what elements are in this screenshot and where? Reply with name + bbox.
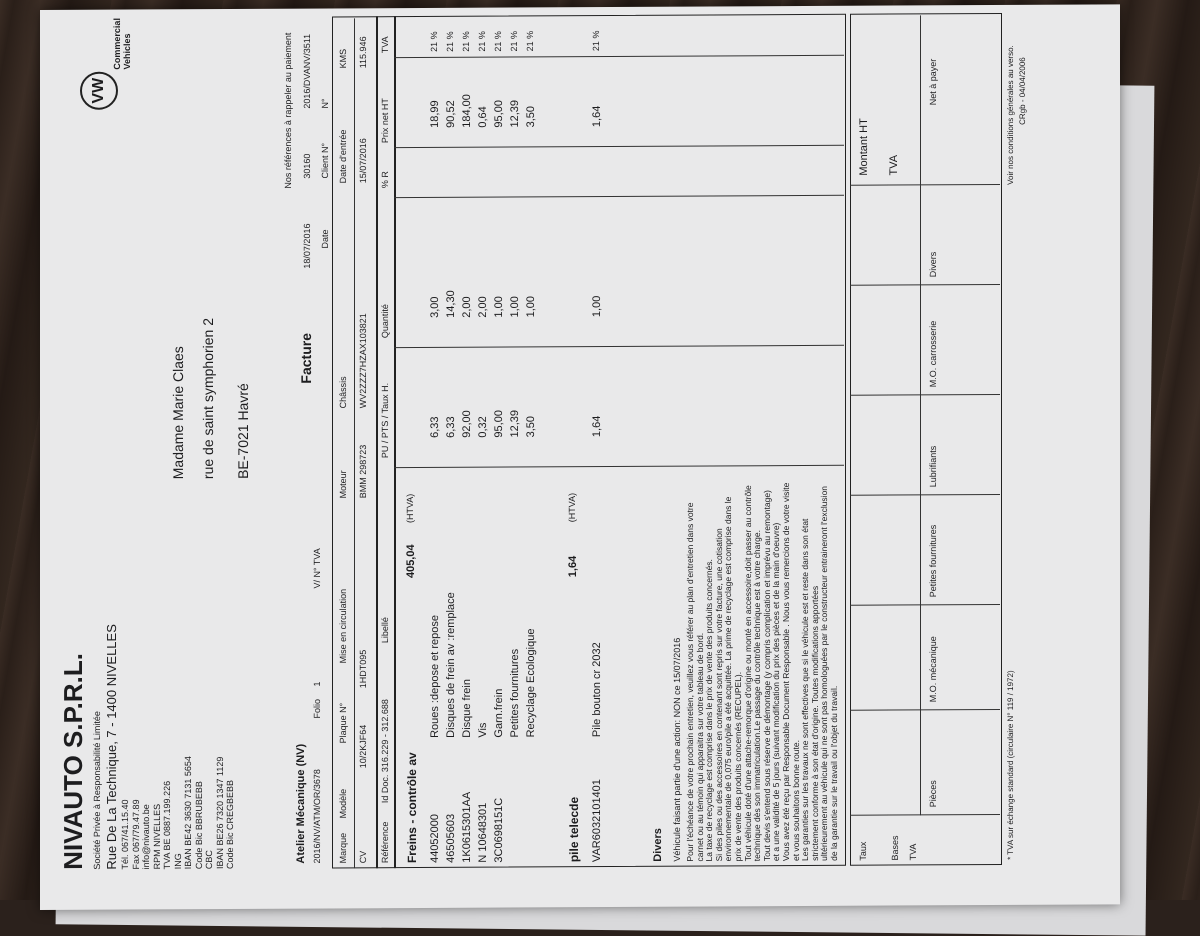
company-name: NIVAUTO S.P.R.L.	[58, 653, 88, 870]
table-row-label: Vis	[477, 722, 489, 738]
divers-line: Pour l'échéance de votre prochain entretien, veuillez vous référer au plan d'entretien dans votre	[685, 502, 695, 862]
ref-no: 2016/NV/ATM/OR/3678	[312, 769, 322, 864]
table-row-label: Disques de frein av :remplace	[445, 592, 457, 738]
invoice-no-label: N°	[320, 98, 330, 109]
company-info-line: Code Bic BBRUBEBB	[193, 781, 204, 870]
vehicle-label: Plaque N°	[338, 702, 348, 744]
table-row-label: Roues :depose et repose	[429, 614, 441, 738]
vat-label: V/ N° TVA	[312, 548, 322, 589]
table-row-label: Pile bouton cr 2032	[591, 642, 603, 738]
company-address: Rue De La Technique, 7 - 1400 NIVELLES	[104, 624, 119, 870]
vehicle-label: Modèle	[338, 788, 348, 819]
table-row-ref: 3C0698151C	[493, 797, 505, 863]
divers-line: strictement conforme à son état d'origine. Toutes modifications apportées	[809, 585, 820, 861]
divers-action: Véhicule faisant partie d'une action: NON ce 15/07/2016	[672, 637, 682, 862]
taux-label: Taux	[858, 841, 868, 861]
bases-label: Bases	[890, 835, 900, 861]
col-label: Libellé	[380, 617, 390, 644]
col-qty: Quantité	[380, 304, 390, 339]
divers-paragraph	[686, 482, 840, 861]
vw-logo-icon: VW	[80, 72, 118, 110]
divers-line: technique dès son immatriculation.Le passage du contrôle technique est à votre charge.	[752, 529, 763, 862]
totals-tva: TVA	[888, 154, 900, 176]
table-row-pu: 1,64	[591, 415, 603, 438]
col-doc: Id Doc. 316.229 - 312.688	[380, 699, 390, 804]
entry-date: 15/07/2016	[358, 138, 368, 184]
divers-line: Si des piles ou des accessoires en contenant sont repris sur votre facture, une cotisation	[713, 528, 724, 862]
footer-right: Voir nos conditions générales au verso.	[1006, 45, 1015, 185]
client-no-label: Client N°	[320, 142, 330, 179]
montant-label: Montant HT	[858, 118, 870, 176]
company-info-line: ING	[172, 853, 183, 870]
table-row-label: Recyclage Ecologique	[525, 628, 537, 738]
company-info-line: Fax 067/79.47.89	[130, 799, 141, 870]
table-row-pu: 95,00	[493, 410, 505, 438]
chassis-value: WV2ZZZ7HZAX103821	[358, 313, 368, 409]
vehicle-label: Moteur	[338, 470, 348, 499]
table-row-net: 0,64	[477, 106, 489, 128]
table-row-ref: VAR6032101401	[591, 779, 603, 863]
table-row-net: 3,50	[525, 105, 537, 128]
section-total: 1,64	[567, 555, 579, 578]
footer-left: * TVA sur échange standard (circulaire N° 119 / 1972)	[1006, 670, 1015, 860]
divers-line: Vous avez été reçu par Responsable Document Responsable . Nous vous remercions de votre visite	[780, 482, 791, 862]
table-row-pu: 6,33	[429, 416, 441, 438]
table-row-label: Garn.frein	[493, 688, 505, 738]
divers-title: Divers	[652, 828, 664, 862]
footer-code: CRgb - 04/04/2006	[1018, 57, 1027, 125]
table-row-pu: 12,39	[509, 409, 521, 438]
table-row-qty: 1,00	[525, 295, 537, 318]
divers-line: Les garanties sur les travaux ne sont effectives que si le véhicule est et reste dans son état	[800, 518, 811, 862]
company-info-line: Code Bic CREGBEBB	[225, 779, 235, 870]
table-row-tva: 21 %	[493, 31, 503, 52]
brand-line2: Vehicles	[122, 33, 132, 70]
date-label: Date	[320, 229, 330, 249]
table-row-ref: 44052000	[429, 813, 441, 863]
folio-value: 1	[312, 681, 322, 687]
table-row-qty: 1,00	[509, 296, 521, 318]
totals-col-label: Lubrifiants	[928, 445, 938, 488]
plate-value: 1HDT095	[358, 649, 368, 689]
section-total-note: (HTVA)	[567, 492, 577, 523]
vehicle-label: Date d'entrée	[338, 129, 348, 184]
divers-line: Tout devis s'entend sous réserve de démontage (y compris complication et imprévu au remontage)	[761, 490, 772, 862]
kms-value: 115.946	[358, 36, 368, 69]
table-row-tva: 21 %	[461, 31, 471, 52]
client-street: rue de saint symphorien 2	[200, 317, 216, 480]
company-legal: Société Privée à Responsabilité Limitée	[92, 711, 102, 870]
divers-line: Tout véhicule doté d'une attache-remorque d'origine ou monté en accessoire,doit passer au contrôle	[742, 485, 753, 862]
table-row-qty: 2,00	[461, 296, 473, 318]
section-total-note: (HTVA)	[405, 493, 415, 524]
totals-col-label: M.O. mécanique	[928, 636, 938, 703]
doc-type: Facture	[298, 332, 314, 384]
divers-line: de la garantie sur le travail ou l'objet du travail.	[828, 685, 839, 861]
totals-col-label: Divers	[928, 251, 938, 278]
table-row-label: Petites fournitures	[509, 648, 521, 738]
company-info-line: RPM NIVELLES	[151, 803, 162, 870]
vehicle-label: KMS	[338, 48, 348, 69]
table-row-qty: 2,00	[477, 296, 489, 318]
brand-line1: Commercial	[112, 18, 122, 70]
divers-line: et a une validité de 5 jours (suivant modification du prix des pièces et de la main d'oeuvre)	[771, 522, 782, 862]
table-row-net: 12,39	[509, 99, 521, 128]
company-info-line: info@nivauto.be	[141, 804, 151, 870]
table-row-qty: 1,00	[591, 295, 603, 318]
table-row-ref: N 10648301	[477, 802, 489, 863]
table-row-ref: 46505603	[445, 813, 457, 863]
table-row-net: 95,00	[493, 100, 505, 128]
divers-line: carnet ou au témoin qui apparaitra sur votre tableau de bord.	[694, 632, 705, 862]
table-row-qty: 1,00	[493, 296, 505, 318]
company-info-line: TVA BE 0887.199.226	[162, 780, 172, 870]
table-row-tva: 21 %	[477, 31, 487, 52]
table-row-pu: 3,50	[525, 415, 537, 438]
vehicle-label: Marque	[338, 832, 348, 864]
divers-line: prix de vente des produits concernés (RECUPEL).	[732, 671, 743, 862]
company-info-line: IBAN BE26 7320 1347 1129	[214, 756, 225, 870]
vehicle-label: Mise en circulation	[338, 588, 348, 664]
table-row-tva: 21 %	[445, 31, 455, 52]
table-row-tva: 21 %	[429, 31, 439, 52]
invoice-no: 2016/DVANV/3511	[302, 33, 312, 109]
col-tva: TVA	[380, 36, 390, 54]
table-row-tva: 21 %	[525, 30, 535, 52]
table-row-tva: 21 %	[509, 30, 519, 52]
client-no: 30160	[302, 153, 312, 179]
cv-label: CV	[358, 850, 368, 864]
net-label: Net à payer	[928, 58, 938, 106]
col-net: Prix net HT	[380, 98, 390, 144]
divers-line: environnementale de 0,075 euro/pile a été acquittée. La prime de recyclage est comprise dans le	[723, 496, 734, 862]
table-row-net: 18,99	[429, 100, 441, 128]
folio-label: Folio	[312, 699, 322, 719]
table-row-net: 90,52	[445, 100, 457, 128]
client-city: BE-7021 Havré	[235, 383, 251, 479]
table-row-pu: 92,00	[461, 410, 473, 438]
table-row-net: 1,64	[591, 105, 603, 128]
totals-col-label: Pièces	[928, 780, 938, 808]
invoice-date: 18/07/2016	[302, 223, 312, 269]
recall-note: Nos références à rappeler au paiement	[283, 32, 293, 189]
table-row-ref: 1K0615301AA	[461, 791, 473, 863]
model-code: 10/2KJF64	[358, 724, 368, 769]
company-info	[120, 756, 236, 870]
divers-line: et vous souhaitons bonne route.	[790, 740, 801, 862]
invoice-sheet	[40, 4, 1120, 910]
totals-box	[850, 13, 1002, 866]
table-row-pu: 6,33	[445, 416, 457, 438]
company-info-line: IBAN BE42 3630 7131 5654	[183, 756, 193, 870]
totals-col-label: M.O. carrosserie	[928, 320, 938, 388]
company-info-line: CBC	[204, 850, 214, 870]
divers-line: La taxe de recyclage est comprise dans le prix de vente des produits concernés.	[704, 559, 715, 862]
section-total: 405,04	[405, 544, 417, 579]
table-row-tva: 21 %	[591, 30, 601, 52]
table-row-qty: 3,00	[429, 296, 441, 318]
table-row-qty: 14,30	[445, 290, 457, 318]
col-pct: % R	[380, 171, 390, 189]
totals-tva-label: TVA	[908, 843, 918, 861]
totals-col-label: Petites fournitures	[928, 524, 938, 598]
divers-line: ultérieurement au véhicule qui ne sont pas homologuées par le constructeur entraineront l'exclusion	[819, 485, 830, 861]
section-title: Freins - contrôle av	[405, 752, 419, 864]
table-row-pu: 0,32	[477, 416, 489, 438]
table-row-net: 184,00	[461, 94, 473, 128]
col-ref: Référence	[380, 821, 390, 864]
client-name: Madame Marie Claes	[170, 346, 186, 480]
company-info-line: Tél. 067/41.15.40	[120, 799, 130, 870]
engine-value: BMM 298723	[358, 444, 368, 499]
vehicle-label: Châssis	[338, 376, 348, 409]
col-pu: PU / PTS / Taux H.	[380, 382, 390, 459]
atelier-label: Atelier Mécanique (NV)	[295, 743, 307, 864]
section-title: pile telecde	[567, 796, 581, 863]
table-row-label: Disque frein	[461, 679, 473, 738]
